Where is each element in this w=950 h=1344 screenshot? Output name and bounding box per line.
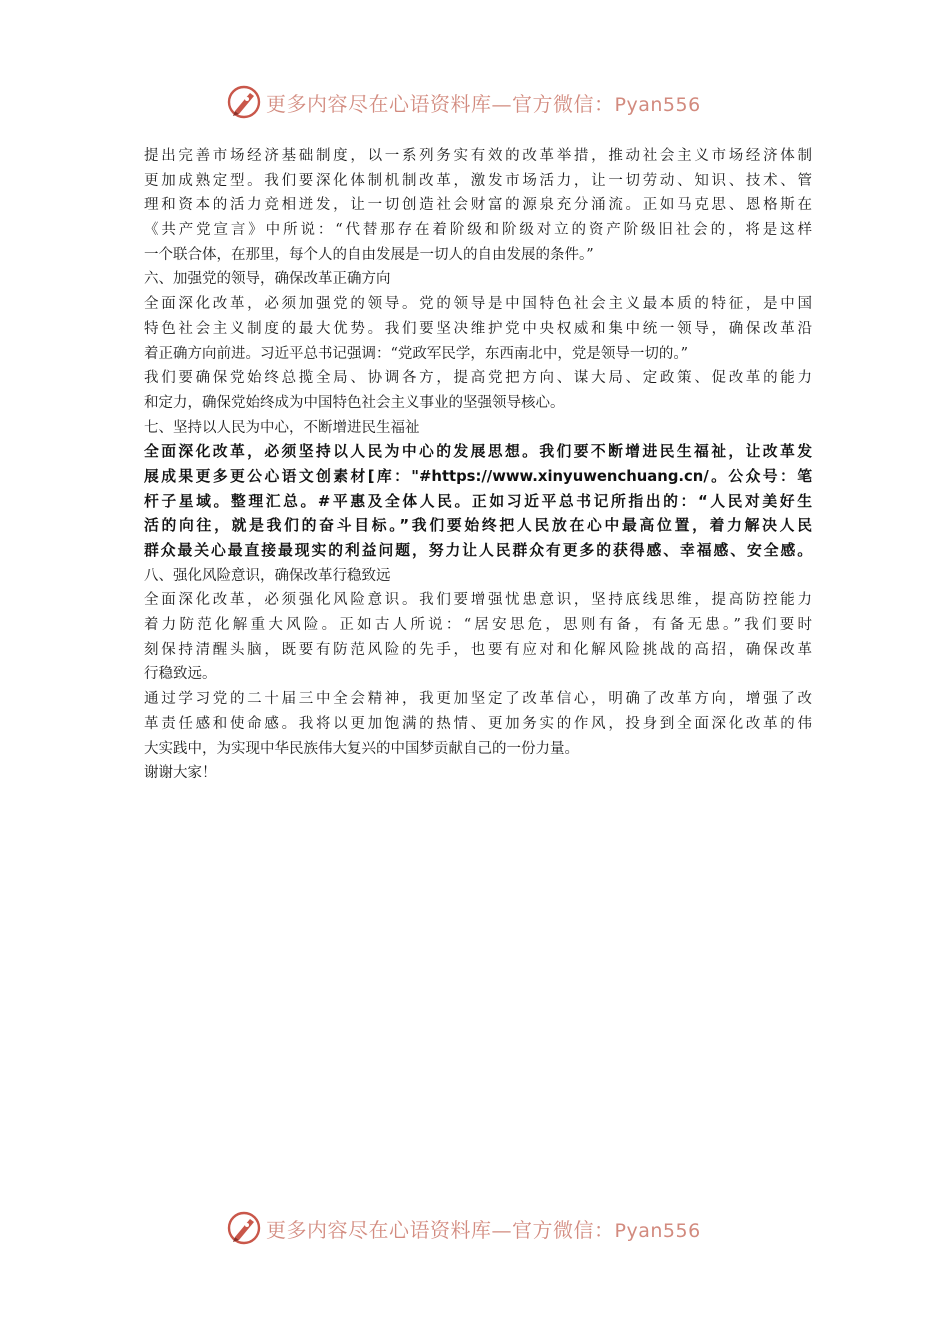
footer-wechat-id: Pyan556 [614,1220,701,1242]
text-line: 着力防范化解重大风险。正如古人所说：“居安思危，思则有备，有备无患。”我们要时 [144,617,812,634]
text-line: 提出完善市场经济基础制度，以一系列务实有效的改革举措，推动社会主义市场经济体制 [144,148,812,164]
bold-text-line: 群众最关心最直接最现实的利益问题，努力让人民群众有更多的获得感、幸福感、安全感。 [144,542,812,559]
text-line: 全面深化改革，必须强化风险意识。我们要增强忧患意识，坚持底线思维，提高防控能力 [144,592,812,609]
section-heading-8: 八、强化风险意识，确保改革行稳致远 [144,567,391,584]
bold-text-line: 活的向往，就是我们的奋斗目标。”我们要始终把人民放在心中最高位置，着力解决人民 [144,517,812,535]
text-line: 全面深化改革，必须加强党的领导。党的领导是中国特色社会主义最本质的特征，是中国 [144,296,812,313]
document-body [144,144,812,786]
header-wechat-id: Pyan556 [614,94,701,116]
text-line: 大实践中，为实现中华民族伟大复兴的中国梦贡献自己的一份力量。 [144,740,579,757]
pen-logo-icon [226,1210,262,1246]
text-line: 刻保持清醒头脑，既要有防范风险的先手，也要有应对和化解风险挑战的高招，确保改革 [144,641,812,658]
section-heading-6: 六、加强党的领导，确保改革正确方向 [144,271,391,288]
header-banner-text: 更多内容尽在心语资料库—官方微信：Pyan556 [266,92,701,116]
text-line: 更加成熟定型。我们要深化体制机制改革，激发市场活力，让一切劳动、知识、技术、管 [144,172,812,189]
footer-banner [0,1208,950,1248]
text-line: 理和资本的活力竞相迸发，让一切创造社会财富的源泉充分涌流。正如马克思、恩格斯在 [144,197,812,214]
text-line: 特色社会主义制度的最大优势。我们要坚决维护党中央权威和集中统一领导，确保改革沿 [144,320,812,337]
text-line: 和定力，确保党始终成为中国特色社会主义事业的坚强领导核心。 [144,394,565,411]
text-line: 我们要确保党始终总揽全局、协调各方，提高党把方向、谋大局、定政策、促改革的能力 [144,370,812,387]
closing-line: 谢谢大家！ [144,765,217,782]
bold-text-line: 杆子星域。整理汇总。#平惠及全体人民。正如习近平总书记所指出的：“人民对美好生 [144,492,812,510]
bold-text-line: 全面深化改革，必须坚持以人民为中心的发展思想。我们要不断增进民生福祉，让改革发 [144,443,812,461]
footer-banner-text: 更多内容尽在心语资料库—官方微信：Pyan556 [266,1218,701,1242]
text-line: 通过学习党的二十届三中全会精神，我更加坚定了改革信心，明确了改革方向，增强了改 [144,691,812,708]
bold-text-line: 展成果更多更公心语文创素材[库："#https://www.xinyuwenchuang.cn/。公众号：笔 [144,467,812,485]
text-line: 革责任感和使命感。我将以更加饱满的热情、更加务实的作风，投身到全面深化改革的伟 [144,715,812,732]
header-banner [0,82,950,122]
text-line: 行稳致远。 [144,666,217,683]
text-line: 《共产党宣言》中所说：“代替那存在着阶级和阶级对立的资产阶级旧社会的，将是这样 [144,222,812,239]
text-line: 着正确方向前进。习近平总书记强调：“党政军民学，东西南北中，党是领导一切的。” [144,345,689,362]
section-heading-7: 七、坚持以人民为中心，不断增进民生福祉 [144,419,420,436]
pen-logo-icon [226,84,262,120]
text-line: 一个联合体，在那里，每个人的自由发展是一切人的自由发展的条件。” [144,246,594,263]
